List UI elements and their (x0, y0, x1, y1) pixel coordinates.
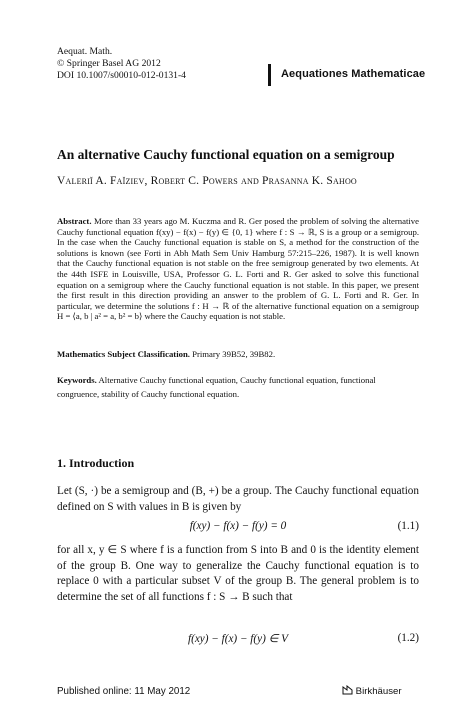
intro-paragraph-1: Let (S, ·) be a semigroup and (B, +) be a group. The Cauchy functional equation defined on S with values in B is given by (57, 485, 419, 513)
msc-text: Primary 39B52, 39B82. (192, 349, 276, 359)
intro-paragraph-2: for all x, y ∈ S where f is a function from S into B and 0 is the identity element of the group B. One way to generalize the Cauchy functional equation is to replace 0 with a particular subset V of the group B. The general problem is to determine the set of all functions f : S → B such that (57, 544, 419, 603)
journal-short-name: Aequat. Math. (57, 46, 113, 57)
journal-name-box (268, 64, 426, 86)
equation-1-2 (57, 632, 419, 648)
keywords-text: Alternative Cauchy functional equation, Cauchy functional equation, functional congruence, stability of Cauchy functional equation. (57, 375, 376, 399)
copyright-line: © Springer Basel AG 2012 (57, 58, 161, 70)
equation-1-1-formula: f(xy) − f(x) − f(y) = 0 (189, 520, 287, 532)
keywords (57, 373, 419, 401)
paper-authors: Valeriĭ A. Faĭziev, Robert C. Powers and Prasanna K. Sahoo (57, 175, 357, 187)
published-date: Published online: 11 May 2012 (57, 686, 191, 697)
keywords-label: Keywords. (57, 375, 97, 385)
journal-name: Aequationes Mathematicae (281, 68, 426, 80)
abstract-text: More than 33 years ago M. Kuczma and R. Ger posed the problem of solving the alternative Cauchy functional equation f(xy) − f(x) − f(y) ∈ {0, 1} where f : S → ℝ, S is a group or a semigroup. In the case when the Cauchy functional equation is stable on S, a method for the construction of the solutions is known (see Forti in Abh Math Sem Univ Hamburg 57:215–226, 1987). It is well known that the Cauchy functional equation is not stable on the free semigroup generated by two elements. At the 44th ISFE in Louisville, USA, Professor G. L. Forti and R. Ger asked to solve this functional equation on a semigroup where the Cauchy functional equation is not stable. In this paper, we present the first result in this direction providing an answer to the problem of G. L. Forti and R. Ger. In particular, we determine the solutions f : H → ℝ of the alternative functional equation on a semigroup H = ⟨a, b | a² = a, b² = b⟩ where the Cauchy equation is not stable. (57, 216, 419, 322)
equation-1-2-number: (1.2) (397, 632, 419, 644)
equation-1-2-formula: f(xy) − f(x) − f(y) ∈ V (188, 633, 288, 645)
abstract (57, 216, 419, 322)
msc-classification (57, 349, 419, 360)
equation-1-1-number: (1.1) (397, 520, 419, 532)
equation-1-1 (57, 520, 419, 536)
abstract-label: Abstract. (57, 216, 92, 226)
publisher-name: Birkhäuser (355, 686, 402, 697)
section-heading: 1. Introduction (57, 456, 135, 470)
msc-label: Mathematics Subject Classification. (57, 349, 190, 359)
birkhauser-logo-icon (342, 686, 356, 697)
journal-info (57, 46, 186, 83)
paper-title: An alternative Cauchy functional equation on a semigroup (57, 147, 395, 162)
publisher (342, 685, 402, 697)
doi-line: DOI 10.1007/s00010-012-0131-4 (57, 70, 186, 82)
